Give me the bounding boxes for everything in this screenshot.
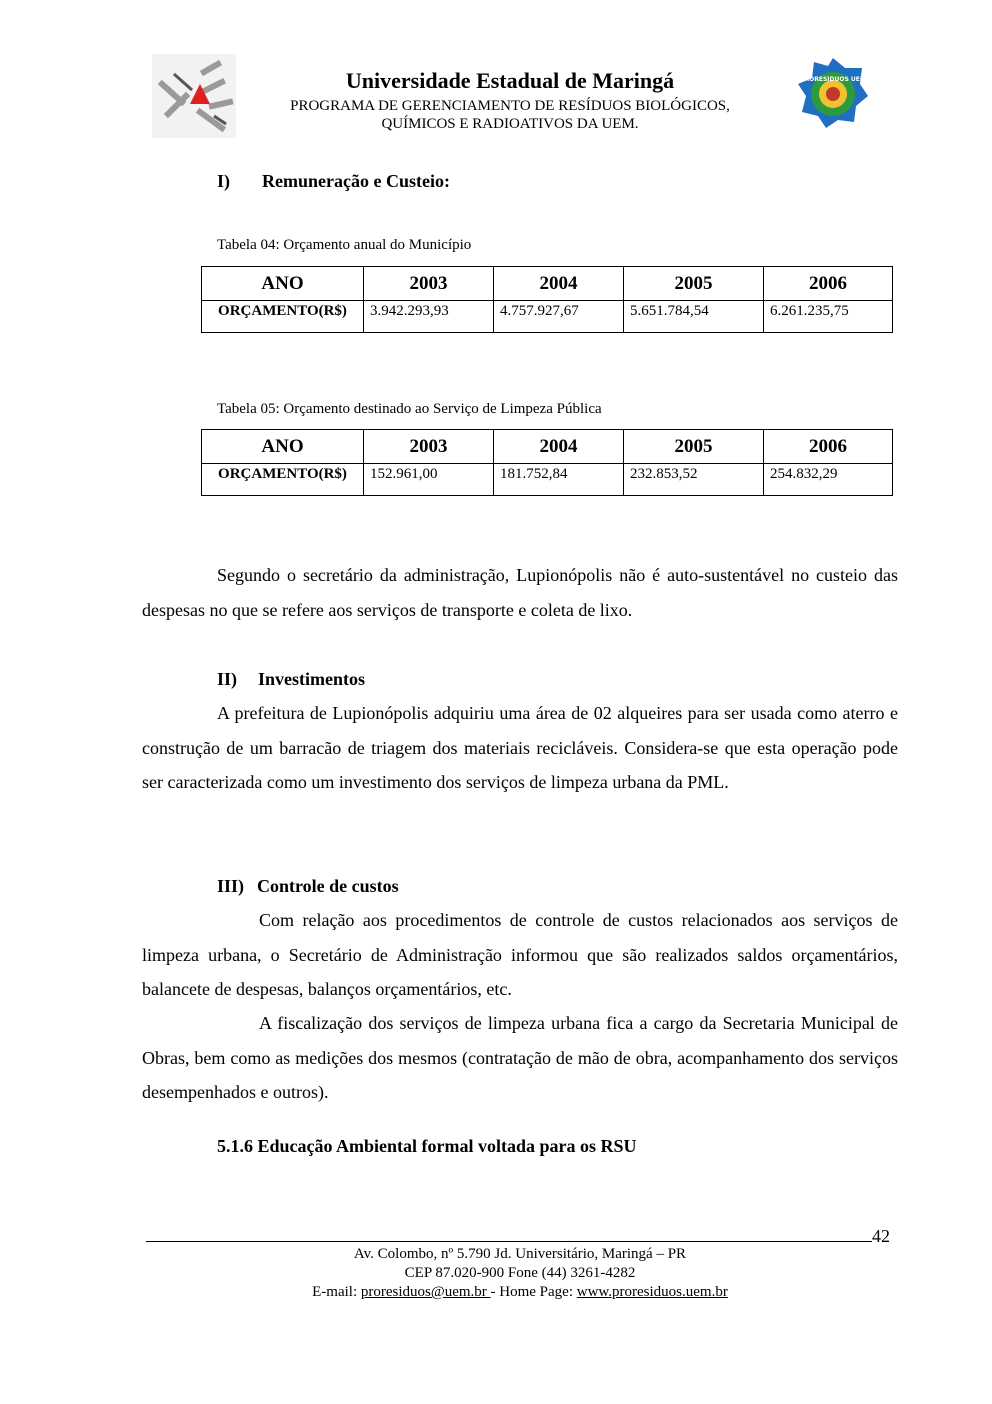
paragraph-investments: A prefeitura de Lupionópolis adquiriu uma área de 02 alqueires para ser usada como aterro e construção de um barracão de triagem dos materiais recicláveis. Considera-se que esta operação pode ser caracterizada como um investimento dos serviços de limpeza urbana da PML. xyxy=(142,703,898,792)
table05-header-cell: 2003 xyxy=(364,430,494,464)
footer-email-link[interactable]: proresiduos@uem.br xyxy=(360,1284,491,1300)
table04-header-cell: 2006 xyxy=(764,267,893,301)
table05-header-cell: 2006 xyxy=(764,430,893,464)
program-name-line2: QUÍMICOS E RADIOATIVOS DA UEM. xyxy=(381,116,639,132)
table04-cell: 4.757.927,67 xyxy=(494,301,624,333)
footer-divider xyxy=(146,1241,872,1242)
proresiduos-logo xyxy=(796,56,870,130)
table04-caption: Tabela 04: Orçamento anual do Município xyxy=(217,237,472,253)
section-516-title: 5.1.6 Educação Ambiental formal voltada para os RSU xyxy=(217,1136,637,1156)
table05-header-cell: 2004 xyxy=(494,430,624,464)
table05-cell: 181.752,84 xyxy=(494,464,624,496)
table04-header-cell: 2004 xyxy=(494,267,624,301)
table04-row-label: ORÇAMENTO(R$) xyxy=(202,301,364,333)
table05-header-row xyxy=(202,430,893,464)
uem-logo xyxy=(152,54,236,138)
section1-title: Remuneração e Custeio: xyxy=(262,171,450,191)
proresiduos-logo-lettering: PRORESIDUOS UEM xyxy=(800,76,866,83)
table05-cell: 152.961,00 xyxy=(364,464,494,496)
section2-title: Investimentos xyxy=(258,669,365,689)
footer-email-label: E-mail: xyxy=(312,1284,361,1300)
paragraph-administration: Segundo o secretário da administração, Lupionópolis não é auto-sustentável no custeio das despesas no que se refere aos serviços de transporte e coleta de lixo. xyxy=(142,565,898,620)
page-number: 42 xyxy=(872,1226,890,1246)
table04-header-cell: 2003 xyxy=(364,267,494,301)
program-name-line1: PROGRAMA DE GERENCIAMENTO DE RESÍDUOS BIOLÓGICOS, xyxy=(290,98,730,114)
table05-cell: 232.853,52 xyxy=(624,464,764,496)
table04-header-cell: ANO xyxy=(202,267,364,301)
table05-row-label: ORÇAMENTO(R$) xyxy=(202,464,364,496)
section3-title: Controle de custos xyxy=(257,876,399,896)
footer-homepage-link[interactable]: www.proresiduos.uem.br xyxy=(576,1284,728,1300)
table05-caption: Tabela 05: Orçamento destinado ao Serviço de Limpeza Pública xyxy=(217,401,602,417)
table05-data-row xyxy=(202,464,893,496)
table05-header-cell: ANO xyxy=(202,430,364,464)
footer-address: Av. Colombo, nº 5.790 Jd. Universitário, Maringá – PR xyxy=(353,1246,687,1262)
table04 xyxy=(201,266,893,333)
footer-cep: CEP 87.020-900 Fone (44) 3261-4282 xyxy=(404,1265,636,1281)
table04-header-row xyxy=(202,267,893,301)
footer-separator: - Home Page: xyxy=(490,1284,577,1300)
section3-number: III) xyxy=(217,876,245,896)
section1-number: I) xyxy=(217,171,230,191)
footer-contact xyxy=(240,1283,800,1301)
table05 xyxy=(201,429,893,496)
table05-header-cell: 2005 xyxy=(624,430,764,464)
section2-number: II) xyxy=(217,669,238,689)
university-name: Universidade Estadual de Maringá xyxy=(345,68,675,93)
table04-cell: 6.261.235,75 xyxy=(764,301,893,333)
table04-header-cell: 2005 xyxy=(624,267,764,301)
table04-cell: 5.651.784,54 xyxy=(624,301,764,333)
paragraph-inspection: A fiscalização dos serviços de limpeza urbana fica a cargo da Secretaria Municipal de Obras, bem como as medições dos mesmos (contratação de mão de obra, acompanhamento dos serviços desempenhados e outros). xyxy=(142,1013,898,1102)
table04-cell: 3.942.293,93 xyxy=(364,301,494,333)
table05-cell: 254.832,29 xyxy=(764,464,893,496)
paragraph-cost-control: Com relação aos procedimentos de controle de custos relacionados aos serviços de limpeza urbana, o Secretário de Administração informou que são realizados saldos orçamentários, balancete de despesas, balanços orçamentários, etc. xyxy=(142,910,898,999)
table04-data-row xyxy=(202,301,893,333)
